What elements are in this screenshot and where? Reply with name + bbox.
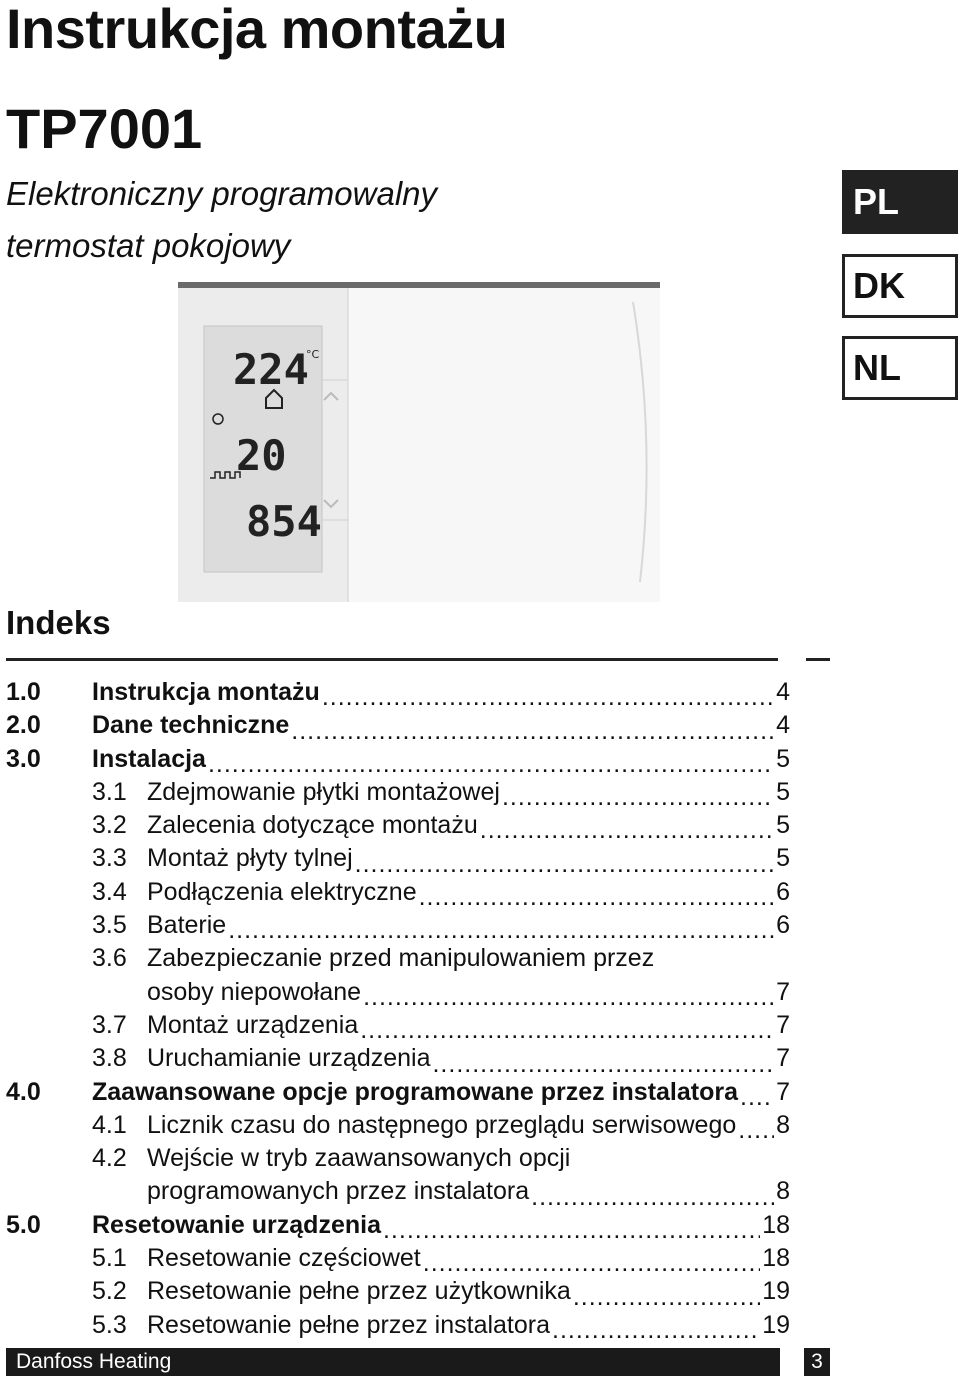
toc-entry-title: Licznik czasu do następnego przeglądu serwisowego bbox=[147, 1110, 737, 1139]
toc-entry-number: 3.1 bbox=[92, 777, 127, 806]
toc-entry[interactable] bbox=[6, 1242, 790, 1275]
lcd-unit: °C bbox=[306, 348, 320, 361]
toc-entry-number: 2.0 bbox=[6, 711, 41, 740]
toc-entry-title: Zalecenia dotyczące montażu bbox=[147, 811, 478, 840]
toc-entry-page: 4 bbox=[776, 711, 790, 740]
toc-entry[interactable] bbox=[6, 1076, 790, 1109]
toc-entry-title: Baterie bbox=[147, 911, 227, 940]
toc-leader-dots bbox=[423, 1242, 760, 1275]
toc-entry-page: 8 bbox=[776, 1110, 790, 1139]
thermostat-image bbox=[178, 282, 660, 602]
toc-entry-title: Wejście w tryb zaawansowanych opcji bbox=[147, 1144, 571, 1173]
toc-entry[interactable] bbox=[6, 1309, 790, 1342]
lcd-temp-mid: 20 bbox=[236, 431, 287, 480]
lcd-time: 854 bbox=[246, 497, 322, 546]
index-divider bbox=[6, 658, 778, 661]
toc-leader-dots bbox=[228, 909, 774, 942]
toc-entry[interactable] bbox=[6, 1209, 790, 1242]
toc-entry-page: 5 bbox=[776, 777, 790, 806]
toc-entry-page: 4 bbox=[776, 678, 790, 706]
model-name: TP7001 bbox=[6, 97, 203, 160]
toc-entry-page: 8 bbox=[776, 1177, 790, 1206]
toc-leader-dots bbox=[291, 709, 774, 742]
toc-entry-title: Zabezpieczanie przed manipulowaniem przez bbox=[147, 944, 655, 973]
toc-entry-number: 4.0 bbox=[6, 1077, 41, 1106]
toc-entry-title: Montaż płyty tylnej bbox=[147, 844, 353, 873]
toc-entry-title: Podłączenia elektryczne bbox=[147, 877, 417, 906]
toc-entry-page: 7 bbox=[776, 1044, 790, 1073]
toc-leader-dots bbox=[355, 842, 774, 875]
toc-entry-number: 4.2 bbox=[92, 1144, 127, 1173]
toc-leader-dots bbox=[383, 1209, 760, 1242]
toc-leader-dots bbox=[360, 1009, 774, 1042]
toc-entry[interactable] bbox=[6, 1275, 790, 1308]
product-subtitle bbox=[6, 168, 566, 272]
toc-entry-page: 6 bbox=[776, 911, 790, 940]
toc-leader-dots bbox=[322, 676, 774, 709]
toc-leader-dots bbox=[208, 743, 774, 776]
index-title: Indeks bbox=[6, 604, 111, 641]
subtitle-line-2: termostat pokojowy bbox=[6, 227, 291, 264]
toc-entry-title: Uruchamianie urządzenia bbox=[147, 1044, 431, 1073]
toc-entry[interactable] bbox=[6, 1042, 790, 1075]
toc-leader-dots bbox=[363, 976, 774, 1009]
toc-entry-page: 19 bbox=[762, 1277, 790, 1306]
toc-entry-number: 3.5 bbox=[92, 911, 127, 940]
lcd-temp-top: 224 bbox=[233, 345, 309, 394]
toc-entry-number: 3.2 bbox=[92, 811, 127, 840]
toc-entry[interactable] bbox=[6, 976, 790, 1009]
toc-entry[interactable] bbox=[6, 1175, 790, 1208]
toc-leader-dots bbox=[432, 1042, 774, 1075]
toc-entry[interactable] bbox=[6, 842, 790, 875]
toc-entry[interactable] bbox=[6, 876, 790, 909]
toc-entry-title: Zaawansowane opcje programowane przez instalatora bbox=[92, 1077, 739, 1106]
toc-leader-dots bbox=[573, 1275, 760, 1308]
toc-entry-title: Instrukcja montażu bbox=[92, 678, 320, 706]
table-of-contents bbox=[6, 676, 790, 1342]
toc-entry-title: Montaż urządzenia bbox=[147, 1010, 359, 1039]
toc-entry[interactable] bbox=[6, 1109, 790, 1142]
toc-entry-title: Dane techniczne bbox=[92, 711, 290, 740]
toc-entry[interactable] bbox=[6, 709, 790, 742]
toc-entry-number bbox=[6, 1175, 147, 1208]
toc-entry[interactable] bbox=[6, 1009, 790, 1042]
language-tab-pl[interactable]: PL bbox=[842, 170, 958, 234]
toc-entry-title: Resetowanie pełne przez użytkownika bbox=[147, 1277, 571, 1306]
toc-entry-page: 5 bbox=[776, 844, 790, 873]
toc-entry-page: 7 bbox=[776, 1077, 790, 1106]
subtitle-line-1: Elektroniczny programowalny bbox=[6, 175, 438, 212]
toc-entry-number bbox=[6, 976, 147, 1009]
document-title: Instrukcja montażu bbox=[6, 0, 508, 60]
toc-entry-number: 3.4 bbox=[92, 877, 127, 906]
toc-entry-title: Resetowanie częściowet bbox=[147, 1244, 421, 1273]
toc-entry-number: 3.6 bbox=[92, 944, 127, 973]
toc-leader-dots bbox=[502, 776, 774, 809]
toc-entry[interactable] bbox=[6, 809, 790, 842]
toc-entry-title: Instalacja bbox=[92, 744, 206, 773]
toc-entry-number: 5.2 bbox=[92, 1277, 127, 1306]
toc-entry-number: 3.0 bbox=[6, 744, 41, 773]
toc-entry-title: Resetowanie urządzenia bbox=[92, 1210, 381, 1239]
toc-leader-dots bbox=[531, 1175, 774, 1208]
footer-brand: Danfoss Heating bbox=[6, 1348, 780, 1376]
toc-entry-number: 5.1 bbox=[92, 1244, 127, 1273]
toc-entry-title: Resetowanie pełne przez instalatora bbox=[147, 1310, 551, 1339]
program-profile-icon bbox=[210, 472, 240, 478]
toc-entry[interactable] bbox=[6, 942, 790, 975]
toc-entry-page: 5 bbox=[776, 811, 790, 840]
toc-entry-page: 18 bbox=[762, 1210, 790, 1239]
toc-entry[interactable] bbox=[6, 743, 790, 776]
toc-entry-page: 18 bbox=[762, 1244, 790, 1273]
toc-entry-number: 5.3 bbox=[92, 1310, 127, 1339]
toc-leader-dots bbox=[738, 1109, 774, 1142]
toc-entry-page: 5 bbox=[776, 744, 790, 773]
toc-entry-number: 1.0 bbox=[6, 678, 41, 706]
toc-entry[interactable] bbox=[6, 676, 790, 709]
toc-entry-page: 6 bbox=[776, 877, 790, 906]
toc-entry[interactable] bbox=[6, 1142, 790, 1175]
toc-entry[interactable] bbox=[6, 909, 790, 942]
language-tab-dk[interactable]: DK bbox=[842, 254, 958, 318]
toc-leader-dots bbox=[740, 1076, 774, 1109]
toc-entry-number: 4.1 bbox=[92, 1110, 127, 1139]
toc-entry-title: programowanych przez instalatora bbox=[147, 1177, 530, 1206]
toc-entry-number: 3.3 bbox=[92, 844, 127, 873]
toc-entry-number: 3.8 bbox=[92, 1044, 127, 1073]
toc-entry[interactable] bbox=[6, 776, 790, 809]
toc-leader-dots bbox=[552, 1309, 760, 1342]
toc-entry-number: 3.7 bbox=[92, 1010, 127, 1039]
toc-entry-page: 7 bbox=[776, 1010, 790, 1039]
language-tab-nl[interactable]: NL bbox=[842, 336, 958, 400]
toc-entry-page: 19 bbox=[762, 1310, 790, 1339]
toc-leader-dots bbox=[419, 876, 775, 909]
toc-entry-title: osoby niepowołane bbox=[147, 977, 362, 1006]
toc-entry-page: 7 bbox=[776, 977, 790, 1006]
toc-leader-dots bbox=[480, 809, 774, 842]
toc-entry-number: 5.0 bbox=[6, 1210, 41, 1239]
page-number: 3 bbox=[804, 1348, 830, 1376]
index-divider-short bbox=[806, 658, 830, 661]
toc-entry-title: Zdejmowanie płytki montażowej bbox=[147, 777, 500, 806]
